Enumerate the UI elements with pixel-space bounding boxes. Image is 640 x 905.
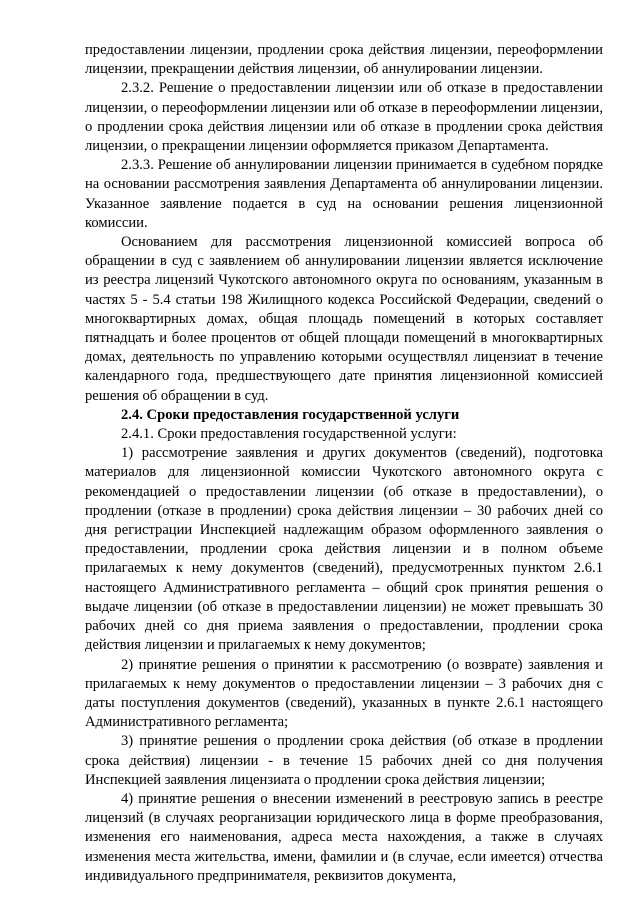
document-page	[85, 41, 603, 886]
list-item-3: 3) принятие решения о продлении срока действия (об отказе в продлении срока действия) лицензии - в течение 15 рабочих дней со дня получения Инспекцией заявления лицензиата о продлении срока действия лицензии;	[85, 733, 603, 788]
paragraph-2-4-1: 2.4.1. Сроки предоставления государственной услуги:	[121, 426, 457, 443]
paragraph-continuation: предоставлении лицензии, продлении срока действия лицензии, переоформлении лицензии, прекращении действия лицензии, об аннулировании лицензии.	[85, 42, 603, 78]
section-heading-2-4: 2.4. Сроки предоставления государственной услуги	[121, 406, 460, 423]
paragraph-grounds: Основанием для рассмотрения лицензионной комиссией вопроса об обращении в суд с заявлением об аннулировании лицензии является исключение из реестра лицензий Чукотского автономного округа по основаниям, указанным в частях 5 - 5.4 статьи 198 Жилищного кодекса Российской Федерации, сведений о многоквартирных домах, общая площадь помещений в которых составляет пятнадцать и более процентов от общей площади помещений в многоквартирных домах, деятельность по управлению которыми осуществлял лицензиат в течение календарного года, предшествующего дате принятия лицензионной комиссией решения об обращении в суд.	[85, 234, 603, 404]
list-item-1: 1) рассмотрение заявления и других документов (сведений), подготовка материалов для лицензионной комиссии Чукотского автономного округа с рекомендацией о предоставлении лицензии (об отказе в предоставлении), о продлении (отказе в продлении) срока действия лицензии – 30 рабочих дней со дня регистрации Инспекцией надлежащим образом оформленного заявления о предоставлении, продлении срока действия лицензии и в полном объеме прилагаемых к нему документов (сведений), предусмотренных пунктом 2.6.1 настоящего Административного регламента – общий срок принятия решения о выдаче лицензии (об отказе в предоставлении лицензии) не может превышать 30 рабочих дней со дня приема заявления о предоставлении, продлении срока действия лицензии и прилагаемых к нему документов;	[85, 445, 603, 654]
paragraph-2-3-2: 2.3.2. Решение о предоставлении лицензии или об отказе в предоставлении лицензии, о переоформлении лицензии или об отказе в переоформлении лицензии, о продлении срока действия лицензии или об отказе в продлении срока действия лицензии, о прекращении лицензии оформляется приказом Департамента.	[85, 80, 603, 155]
list-item-4: 4) принятие решения о внесении изменений в реестровую запись в реестре лицензий (в случаях реорганизации юридического лица в форме преобразования, изменения его наименования, адреса места нахождения, а также в случаях изменения места жительства, имени, фамилии и (в случае, если имеется) отчества индивидуального предпринимателя, реквизитов документа,	[85, 790, 603, 884]
paragraph-2-3-3: 2.3.3. Решение об аннулировании лицензии принимается в судебном порядке на основании рассмотрения заявления Департамента об аннулировании лицензии. Указанное заявление подается в суд на основании решения лицензионной комиссии.	[85, 157, 603, 231]
list-item-2: 2) принятие решения о принятии к рассмотрению (о возврате) заявления и прилагаемых к нему документов о предоставлении лицензии – 3 рабочих дня с даты поступления документов (сведений), указанных в пункте 2.6.1 настоящего Административного регламента;	[85, 656, 603, 731]
